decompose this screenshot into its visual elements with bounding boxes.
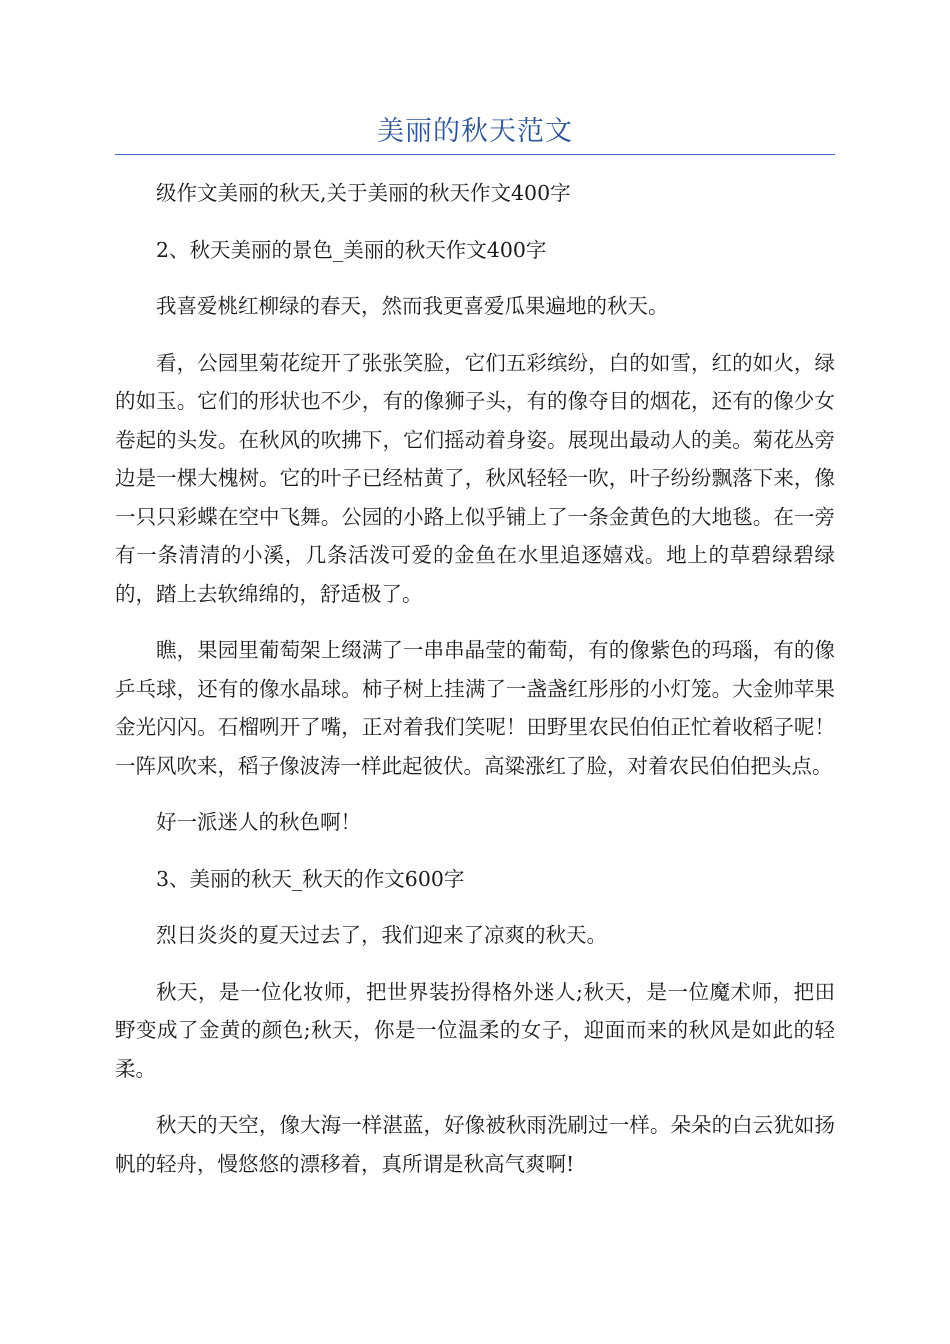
title-underline <box>115 154 835 155</box>
paragraph-9: 秋天，是一位化妆师，把世界装扮得格外迷人;秋天，是一位魔术师，把田野变成了金黄的颜色;秋天，你是一位温柔的女子，迎面而来的秋风是如此的轻柔。 <box>115 979 835 1081</box>
paragraph-7: 3、美丽的秋天_秋天的作文600字 <box>156 866 465 891</box>
paragraph-5: 瞧，果园里葡萄架上缀满了一串串晶莹的葡萄，有的像紫色的玛瑙，有的像乒乓球，还有的像水晶球。柿子树上挂满了一盏盏红彤彤的小灯笼。大金帅苹果金光闪闪。石榴咧开了嘴，正对着我们笑呢！田野里农民伯伯正忙着收稻子呢！一阵风吹来，稻子像波涛一样此起彼伏。高粱涨红了脸，对着农民伯伯把头点。 <box>115 638 835 778</box>
paragraph-3: 我喜爱桃红柳绿的春天，然而我更喜爱瓜果遍地的秋天。 <box>156 294 669 318</box>
paragraph-4: 看，公园里菊花绽开了张张笑脸，它们五彩缤纷，白的如雪，红的如火，绿的如玉。它们的形状也不少，有的像狮子头，有的像夺目的烟花，还有的像少女卷起的头发。在秋风的吹拂下，它们摇动着身姿。展现出最动人的美。菊花丛旁边是一棵大槐树。它的叶子已经枯黄了，秋风轻轻一吹，叶子纷纷飘落下来，像一只只彩蝶在空中飞舞。公园的小路上似乎铺上了一条金黄色的大地毯。在一旁有一条清清的小溪，几条活泼可爱的金鱼在水里追逐嬉戏。地上的草碧绿碧绿的，踏上去软绵绵的，舒适极了。 <box>115 350 835 606</box>
document-title: 美丽的秋天范文 <box>377 116 573 147</box>
document-body <box>115 174 835 1201</box>
paragraph-2: 2、秋天美丽的景色_美丽的秋天作文400字 <box>156 237 547 262</box>
paragraph-6: 好一派迷人的秋色啊！ <box>156 810 361 834</box>
paragraph-10: 秋天的天空，像大海一样湛蓝，好像被秋雨洗刷过一样。朵朵的白云犹如扬帆的轻舟，慢悠悠的漂移着，真所谓是秋高气爽啊! <box>115 1113 835 1176</box>
paragraph-1: 级作文美丽的秋天,关于美丽的秋天作文400字 <box>156 181 571 205</box>
paragraph-8: 烈日炎炎的夏天过去了，我们迎来了凉爽的秋天。 <box>156 923 607 947</box>
